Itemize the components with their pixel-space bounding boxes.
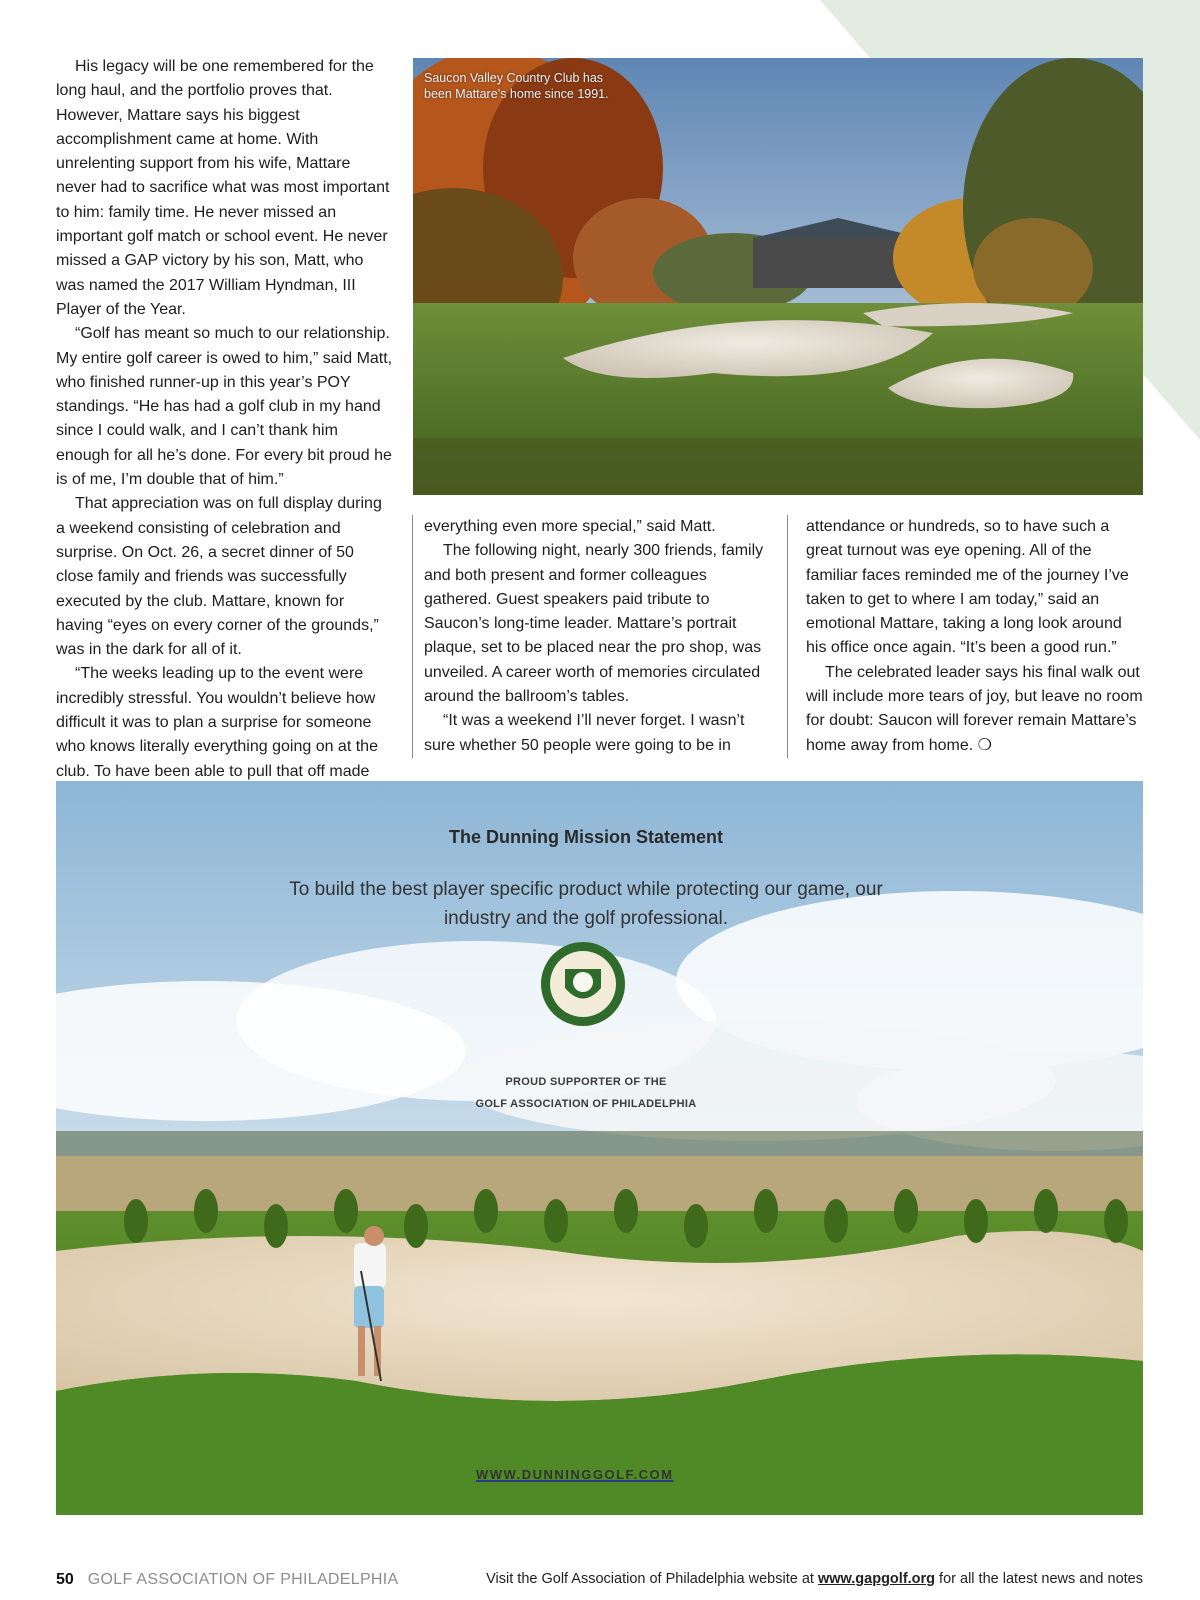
photo-caption: Saucon Valley Country Club has been Mattare’s home since 1991. xyxy=(424,71,609,101)
ad-mission-statement: To build the best player specific product while protecting our game, our industry and the golf professional. xyxy=(289,879,883,929)
ad-website-link[interactable]: WWW.DUNNINGGOLF.COM xyxy=(476,1467,674,1482)
footer-visit-text: Visit the Golf Association of Philadelphia website at xyxy=(486,1571,818,1587)
footer-visit-suffix: for all the latest news and notes xyxy=(935,1571,1143,1587)
footer-website-link[interactable]: www.gapgolf.org xyxy=(817,1571,936,1587)
article-column-left xyxy=(56,55,394,784)
ad-supporter-text xyxy=(436,1071,736,1115)
ad-supporter-line: GOLF ASSOCIATION OF PHILADELPHIA xyxy=(475,1098,697,1110)
article-paragraph: The celebrated leader says his final walk out will include more tears of joy, but leave no room for doubt: Saucon will forever remain Mattare’s home away from home. ❍ xyxy=(806,663,1143,754)
footer-right xyxy=(486,1571,1143,1587)
article-column-middle xyxy=(412,515,772,758)
dunning-advertisement xyxy=(56,781,1143,1515)
article-paragraph: The following night, nearly 300 friends, family and both present and former colleagues gathered. Guest speakers paid tribute to Saucon’s long-time leader. Mattare’s portrait plaque, set to be placed near the pro shop, was unveiled. A career worth of memories circulated around the ballroom’s tables. xyxy=(424,542,764,706)
article-paragraph: attendance or hundreds, so to have such a great turnout was eye opening. All of the familiar faces reminded me of the journey I’ve taken to get to where I am today,” said an emotional Mattare, taking a long look around his office once again. “It’s been a good run.” xyxy=(806,518,1129,657)
saucon-valley-photo xyxy=(413,58,1143,495)
golf-course-photo-illustration xyxy=(413,58,1143,495)
article-paragraph: That appreciation was on full display during a weekend consisting of celebration and surprise. On Oct. 26, a secret dinner of 50 close family and friends was successfully executed by the club. Mattare, known for having “eyes on every corner of the grounds,” was in the dark for all of it. xyxy=(56,495,382,659)
ad-title: The Dunning Mission Statement xyxy=(448,827,723,847)
article-paragraph: everything even more special,” said Matt. xyxy=(424,518,716,535)
publication-name: GOLF ASSOCIATION OF PHILADELPHIA xyxy=(87,1571,399,1588)
footer-left xyxy=(56,1571,399,1589)
article-column-right xyxy=(787,515,1143,758)
article-paragraph: “The weeks leading up to the event were incredibly stressful. You wouldn’t believe how difficult it was to plan a surprise for someone who knows literally everything going on at the club. To have been able to pull that off made xyxy=(56,665,378,780)
ad-supporter-line: PROUD SUPPORTER OF THE xyxy=(505,1076,667,1088)
article-paragraph: His legacy will be one remembered for the long haul, and the portfolio proves that. However, Mattare says his biggest accomplishment came at home. With unrelenting support from his wife, Mattare never had to sacrifice what was most important to him: family time. He never missed an important golf match or school event. He never missed a GAP victory by his son, Matt, who was named the 2017 William Hyndman, III Player of the Year. xyxy=(56,58,390,318)
gap-seal xyxy=(541,942,625,1026)
article-paragraph: “Golf has meant so much to our relationship. My entire golf career is owed to him,” said Matt, who finished runner-up in this year’s POY standings. “He has had a golf club in my hand since I could walk, and I can’t thank him enough for all he’s done. For every bit proud he is of me, I’m double that of him.” xyxy=(56,325,393,489)
article-paragraph: “It was a weekend I’ll never forget. I wasn’t sure whether 50 people were going to be in xyxy=(424,712,745,754)
page-number: 50 xyxy=(56,1571,74,1588)
